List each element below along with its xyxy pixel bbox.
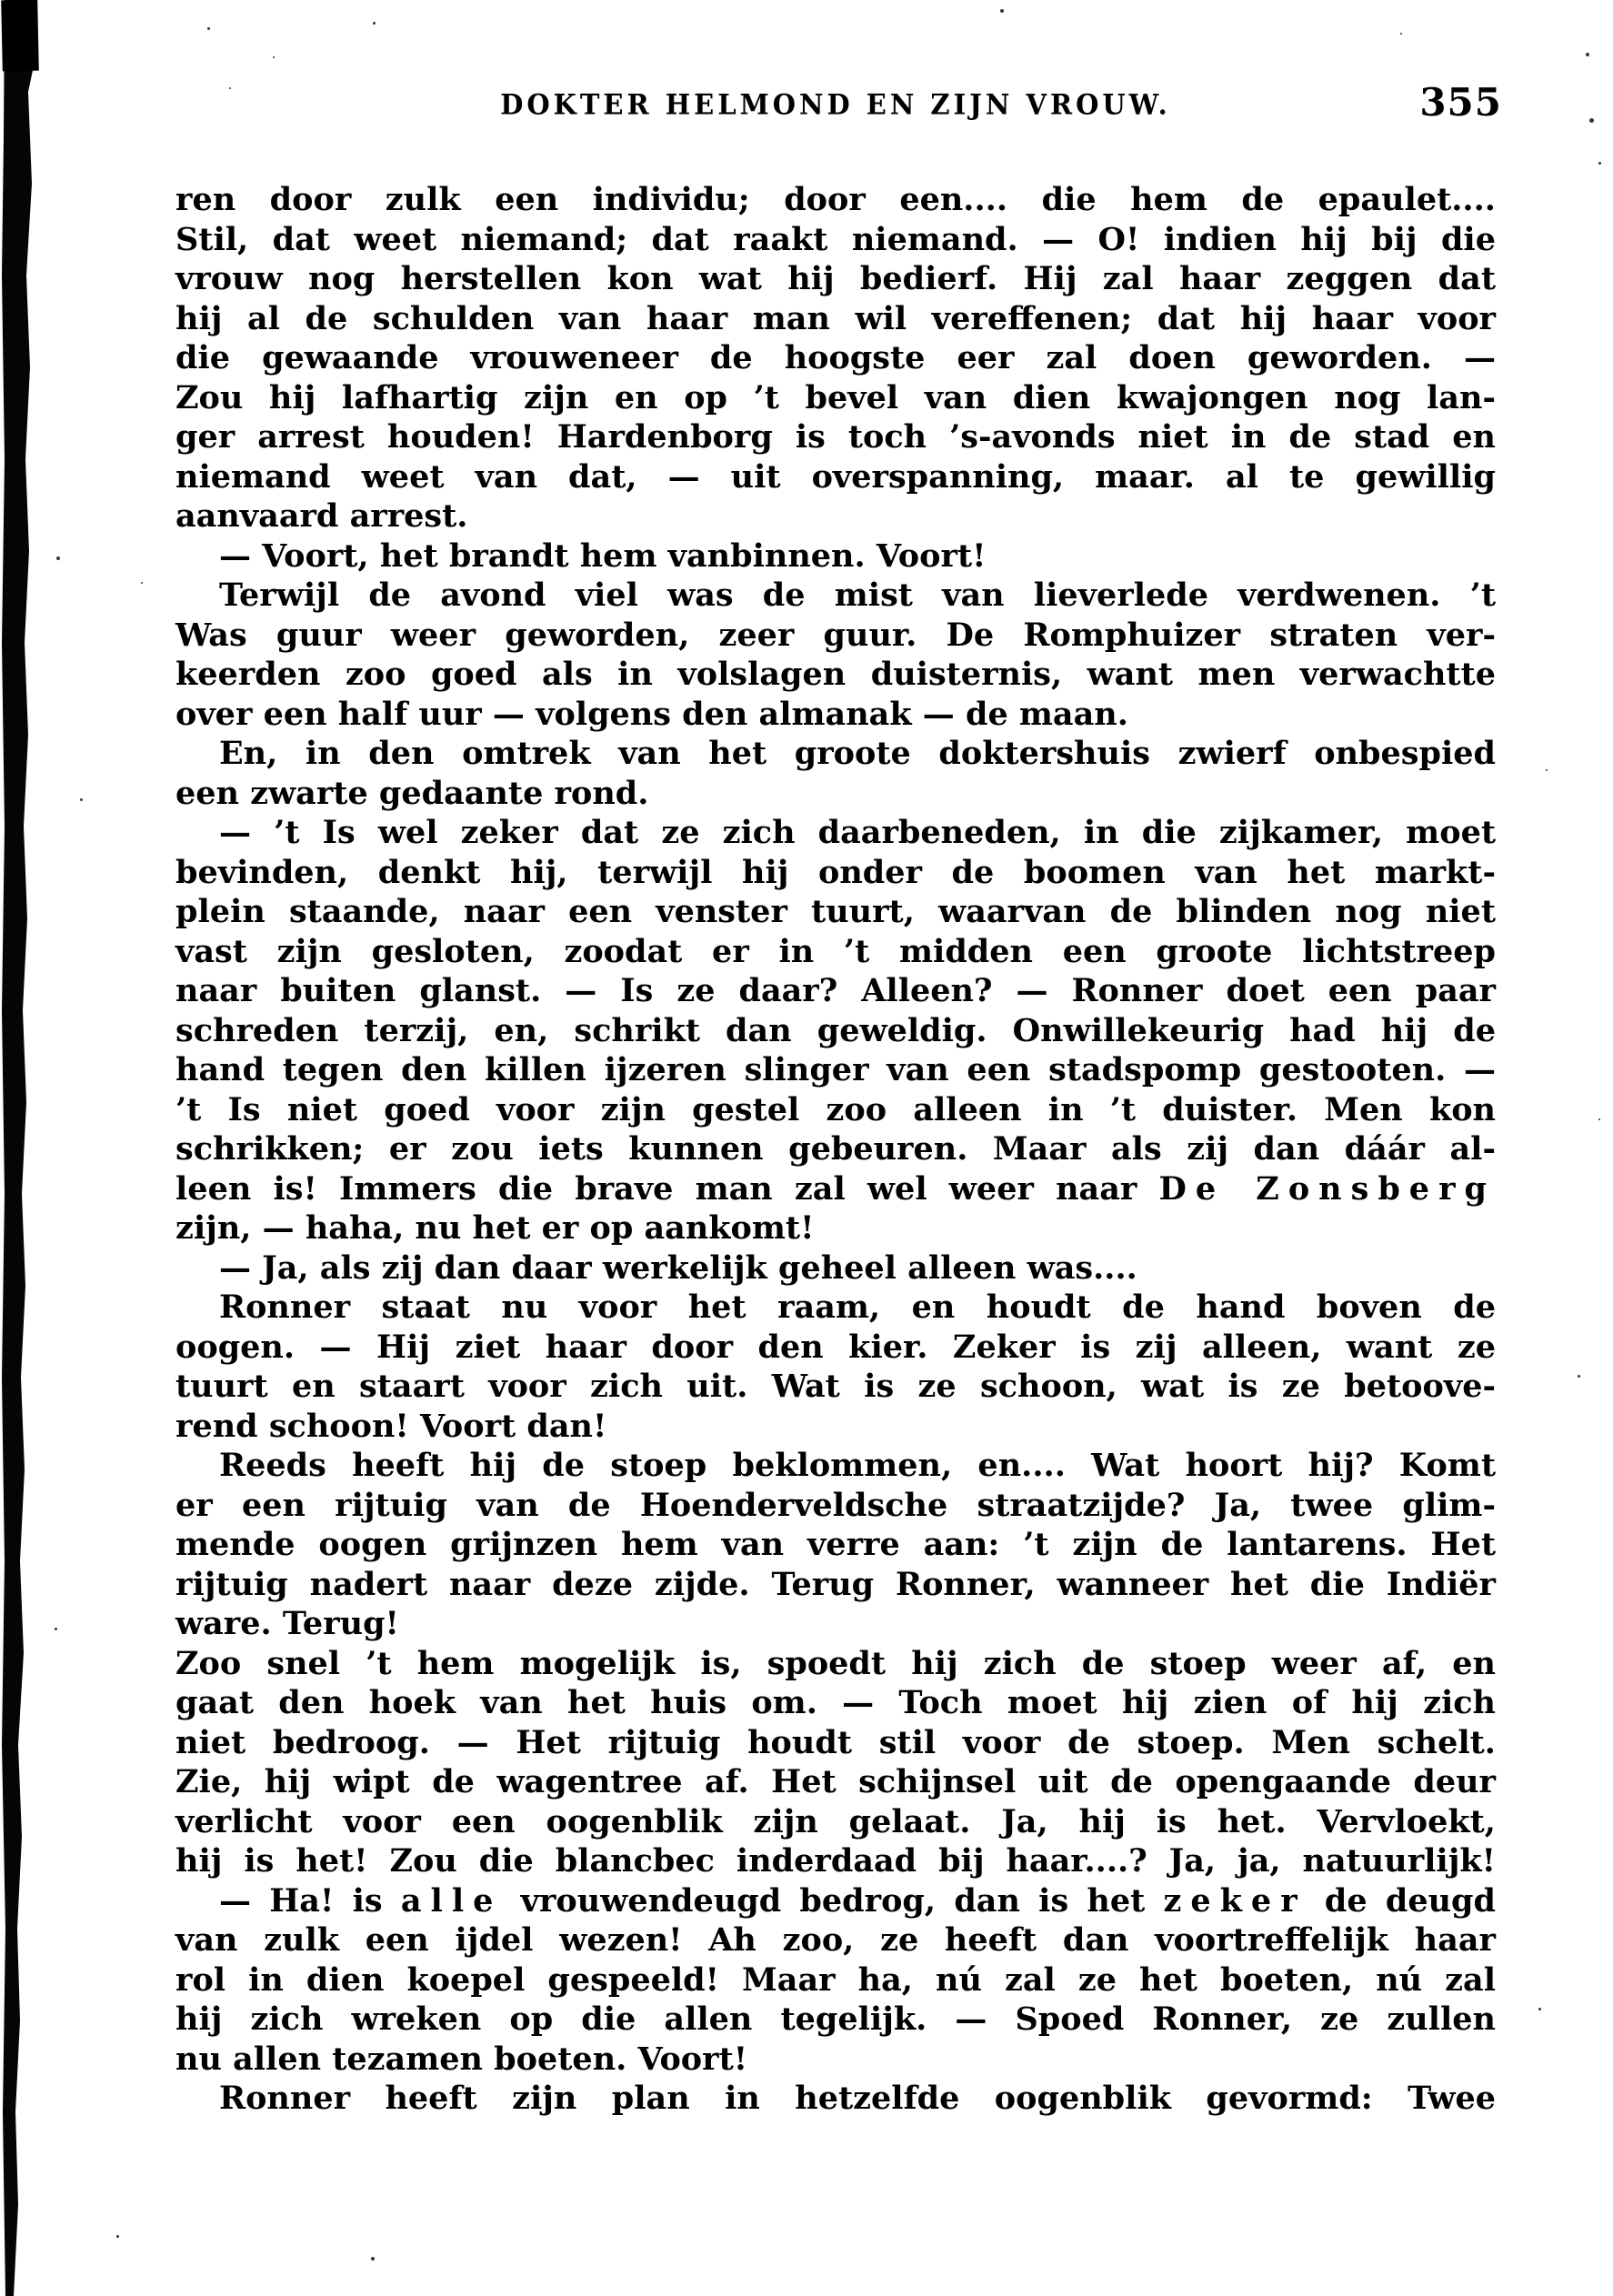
text-line: ’t Is niet goed voor zijn gestel zoo alleen in ’t duister. Men kon (175, 1090, 1496, 1128)
letterspaced-text: De Zonsberg (1158, 1169, 1496, 1208)
ink-speck (1546, 769, 1548, 771)
text-line: ger arrest houden! Hardenborg is toch ’s-avonds niet in de stad en (175, 418, 1496, 456)
page-header (175, 89, 1496, 120)
ink-speck (55, 1628, 57, 1630)
text-line: oogen. — Hij ziet haar door den kier. Zeker is zij alleen, want ze (175, 1328, 1496, 1366)
body-text (175, 180, 1496, 2119)
text-line: niemand weet van dat, — uit overspanning, maar. al te gewillig (175, 457, 1496, 496)
text-line: — Voort, het brandt hem vanbinnen. Voort! (219, 536, 987, 575)
ink-speck (1400, 33, 1402, 35)
ink-speck (1578, 1375, 1580, 1378)
letterspaced-text: alle (400, 1881, 503, 1920)
letterspaced-text: zeker (1163, 1881, 1307, 1920)
ink-speck (80, 798, 83, 801)
ink-speck (1000, 9, 1004, 13)
ink-speck (373, 22, 376, 25)
text-line: schreden terzij, en, schrikt dan geweldig. Onwillekeurig had hij de (175, 1011, 1496, 1049)
ink-speck (371, 2257, 375, 2261)
text-line: over een half uur — volgens den almanak — de maan. (175, 695, 1128, 733)
text-line: vast zijn gesloten, zoodat er in ’t midden een groote lichtstreep (175, 932, 1496, 970)
text-line: Was guur weer geworden, zeer guur. De Romphuizer straten ver- (175, 616, 1496, 654)
text-line (175, 1169, 1496, 1209)
text-line (175, 1881, 1496, 1921)
ink-speck (207, 27, 210, 30)
text-line: Ronner staat nu voor het raam, en houdt de hand boven de (219, 1288, 1496, 1326)
text-line: gaat den hoek van het huis om. — Toch moet hij zien of hij zich (175, 1684, 1496, 1721)
text-line: aanvaard arrest. (175, 497, 468, 535)
text-line: Zoo snel ’t hem mogelijk is, spoedt hij zich de stoep weer af, en (175, 1644, 1496, 1682)
text-line: naar buiten glanst. — Is ze daar? Alleen? — Ronner doet een paar (175, 972, 1496, 1009)
text-line: schrikken; er zou iets kunnen gebeuren. Maar als zij dan dáár al- (175, 1130, 1496, 1168)
text-line: hij is het! Zou die blancbec inderdaad bij haar....? Ja, ja, natuurlijk! (175, 1842, 1496, 1880)
text-line: hij zich wreken op die allen tegelijk. — Spoed Ronner, ze zullen (175, 2000, 1496, 2038)
ink-speck (116, 2235, 119, 2238)
text-line: Ronner heeft zijn plan in hetzelfde oogenblik gevormd: Twee (219, 2080, 1496, 2117)
text-line: tuurt en staart voor zich uit. Wat is ze schoon, wat is ze betoove- (175, 1368, 1496, 1405)
text-line: rend schoon! Voort dan! (175, 1407, 607, 1445)
binding-shadow (0, 0, 45, 2296)
text-line: niet bedroog. — Het rijtuig houdt stil voor de stoep. Men schelt. (175, 1723, 1496, 1761)
text-line: Terwijl de avond viel was de mist van lieverlede verdwenen. ’t (219, 577, 1496, 614)
running-title: DOKTER HELMOND EN ZIJN VROUW. (500, 88, 1171, 121)
text-line: Stil, dat weet niemand; dat raakt niemand. — O! indien hij bij die (175, 220, 1496, 258)
ink-speck (1589, 118, 1594, 123)
ink-speck (1538, 2008, 1541, 2010)
page-number: 355 (1419, 80, 1502, 125)
ink-speck (141, 582, 143, 584)
text-line: ware. Terug! (175, 1605, 399, 1642)
text-segment: leen is! Immers die brave man zal wel weer naar (175, 1169, 1159, 1208)
ink-speck (56, 556, 60, 560)
ink-speck (273, 56, 275, 58)
text-segment: de deugd (1306, 1881, 1496, 1920)
text-line: mende oogen grijnzen hem van verre aan: ’t zijn de lantarens. Het (175, 1526, 1496, 1563)
ink-speck (1586, 53, 1589, 56)
text-line: van zulk een ijdel wezen! Ah zoo, ze heeft dan voortreffelijk haar (175, 1921, 1496, 1959)
ink-speck (1598, 1118, 1600, 1120)
text-line: bevinden, denkt hij, terwijl hij onder de boomen van het markt- (175, 853, 1496, 891)
text-line: zijn, — haha, nu het er op aankomt! (175, 1209, 815, 1247)
text-line: En, in den omtrek van het groote doktershuis zwierf onbespied (219, 735, 1496, 772)
text-line: een zwarte gedaante rond. (175, 774, 649, 812)
text-line: nu allen tezamen boeten. Voort! (175, 2040, 748, 2078)
text-line: Zou hij lafhartig zijn en op ’t bevel van dien kwajongen nog lan- (175, 378, 1496, 416)
text-line: er een rijtuig van de Hoenderveldsche straatzijde? Ja, twee glim- (175, 1486, 1496, 1524)
text-line: hand tegen den killen ijzeren slinger van een stadspomp gestooten. — (175, 1051, 1496, 1088)
binding-shadow-top (1, 0, 39, 71)
text-line: Reeds heeft hij de stoep beklommen, en.... Wat hoort hij? Komt (219, 1447, 1496, 1484)
text-line: — Ja, als zij dan daar werkelijk geheel alleen was.... (219, 1248, 1137, 1287)
text-line: — ’t Is wel zeker dat ze zich daarbeneden, in die zijkamer, moet (219, 814, 1496, 851)
text-line: plein staande, naar een venster tuurt, waarvan de blinden nog niet (175, 893, 1496, 930)
text-line: verlicht voor een oogenblik zijn gelaat. Ja, hij is het. Vervloekt, (175, 1802, 1496, 1840)
text-line: keerden zoo goed als in volslagen duisternis, want men verwachtte (175, 656, 1496, 693)
text-line: vrouw nog herstellen kon wat hij bedierf. Hij zal haar zeggen dat (175, 260, 1496, 297)
text-line: rijtuig nadert naar deze zijde. Terug Ronner, wanneer het die Indiër (175, 1565, 1496, 1603)
text-line: hij al de schulden van haar man wil vereffenen; dat hij haar voor (175, 299, 1496, 337)
text-line: ren door zulk een individu; door een.... die hem de epaulet.... (175, 181, 1496, 218)
text-line: Zie, hij wipt de wagentree af. Het schijnsel uit de opengaande deur (175, 1763, 1496, 1800)
text-line: rol in dien koepel gespeeld! Maar ha, nú zal ze het boeten, nú zal (175, 1960, 1496, 1999)
text-segment: — Ha! is (219, 1881, 401, 1920)
text-segment: vrouwendeugd bedrog, dan is het (502, 1881, 1164, 1920)
text-line: die gewaande vrouweneer de hoogste eer zal doen geworden. — (175, 339, 1496, 376)
ink-speck (1598, 162, 1601, 165)
